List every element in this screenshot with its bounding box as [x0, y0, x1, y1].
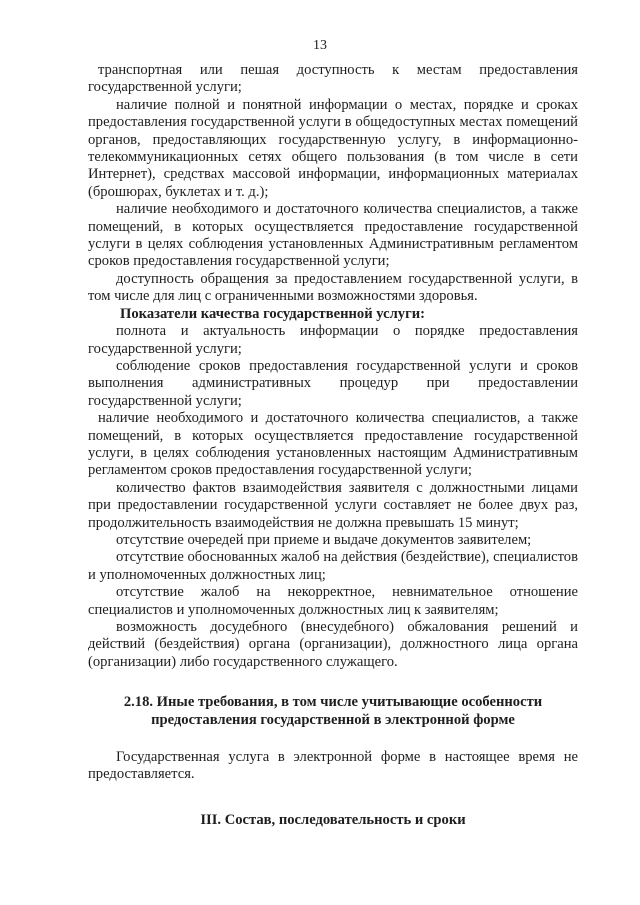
chapter-heading-3: III. Состав, последовательность и сроки [200, 811, 466, 828]
quality-indicators-heading: Показатели качества государственной услуги: [120, 305, 425, 322]
paragraph-appeal-possibility: возможность досудебного (внесудебного) обжалования решений и действий (бездействия) органа (организации), должностного лица органа (организации) либо государственного служащего. [88, 619, 578, 670]
paragraph-transport-access: транспортная или пешая доступность к местам предоставления государственной услуги; [88, 62, 578, 96]
paragraph-deadlines: соблюдение сроков предоставления государственной услуги и сроков выполнения административных процедур при предоставлении государственной услуги; [88, 357, 578, 409]
paragraph-accessibility: доступность обращения за предоставлением государственной услуги, в том числе для лиц с ограниченными возможностями здоровья. [88, 270, 578, 305]
page-number: 13 [313, 38, 327, 53]
paragraph-information-availability: наличие полной и понятной информации о местах, порядке и сроках предоставления государственной услуги в общедоступных местах помещений органов, предоставляющих государственную услугу, в информационно-телекоммуникационных сетях общего пользования (в том числе в сети Интернет), средствах массовой информации, информационных материалах (брошюрах, буклетах и т. д.); [88, 96, 578, 200]
paragraph-no-complaints: отсутствие обоснованных жалоб на действия (бездействие), специалистов и уполномоченных должностных лиц; [88, 549, 578, 583]
paragraph-specialists-premises: наличие необходимого и достаточного количества специалистов, а также помещений, в которых осуществляется предоставление государственной услуги в целях соблюдения установленных Административным регламентом сроков предоставления государственной услуги; [88, 201, 578, 270]
paragraph-specialists-quality: наличие необходимого и достаточного количества специалистов, а также помещений, в которых осуществляется предоставление государственной услуги, в целях соблюдения установленных настоящим Административным регламентом сроков предоставления государственной услуги; [88, 410, 578, 479]
paragraph-no-queues: отсутствие очередей при приеме и выдаче документов заявителем; [116, 531, 532, 548]
section-heading-line-1: 2.18. Иные требования, в том числе учитывающие особенности [123, 694, 543, 711]
paragraph-electronic-form: Государственная услуга в электронной форме в настоящее время не предоставляется. [88, 749, 578, 783]
paragraph-interactions: количество фактов взаимодействия заявителя с должностными лицами при предоставлении государственной услуги составляет не более двух раз, продолжительность взаимодействия не должна превышать 15 минут; [88, 479, 578, 531]
paragraph-no-incorrect-attitude: отсутствие жалоб на некорректное, невнимательное отношение специалистов и уполномоченных должностных лиц к заявителям; [88, 584, 578, 618]
section-heading-2-18 [88, 694, 578, 729]
page-content [88, 62, 578, 829]
paragraph-completeness: полнота и актуальность информации о порядке предоставления государственной услуги; [88, 323, 578, 357]
section-heading-line-2: предоставления государственной в электронной форме [151, 711, 515, 728]
